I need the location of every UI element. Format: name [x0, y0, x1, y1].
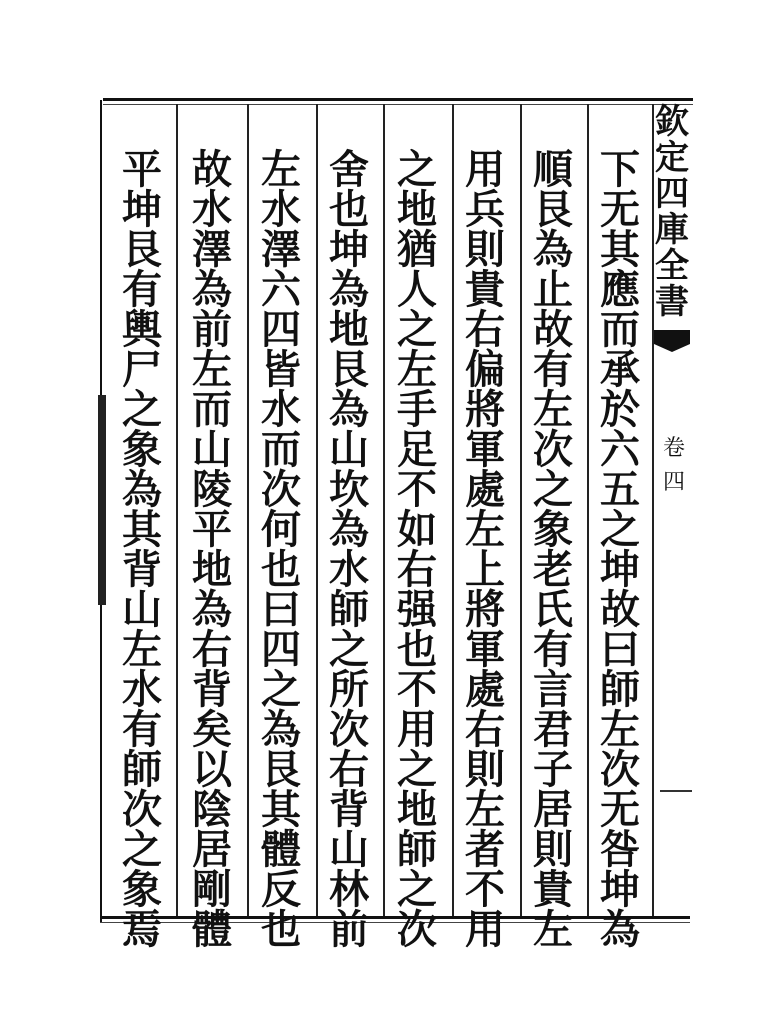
text-char: 背 — [329, 786, 369, 833]
text-column-1 — [590, 146, 650, 953]
text-char: 舍 — [329, 146, 369, 193]
text-char: 左 — [192, 346, 232, 393]
text-char: 曰 — [261, 586, 301, 633]
binding-mark — [98, 395, 106, 605]
text-char: 則 — [533, 826, 573, 873]
text-char: 坤 — [122, 186, 162, 233]
text-char: 軍 — [465, 426, 505, 473]
text-char: 水 — [261, 186, 301, 233]
text-char: 背 — [122, 546, 162, 593]
text-char: 次 — [122, 786, 162, 833]
text-char: 之 — [329, 626, 369, 673]
text-char: 艮 — [533, 186, 573, 233]
text-char: 言 — [533, 666, 573, 713]
text-char: 居 — [533, 786, 573, 833]
text-char: 處 — [465, 466, 505, 513]
text-char: 尸 — [122, 346, 162, 393]
text-char: 為 — [192, 266, 232, 313]
text-char: 以 — [192, 746, 232, 793]
text-char: 陵 — [192, 466, 232, 513]
text-char: 左 — [465, 786, 505, 833]
text-char: 書 — [655, 282, 689, 322]
page-border-top — [103, 98, 693, 101]
text-char: 其 — [261, 786, 301, 833]
text-char: 而 — [600, 306, 640, 353]
text-char: 故 — [192, 146, 232, 193]
text-char: 右 — [397, 546, 437, 593]
text-char: 全 — [655, 246, 689, 286]
text-char: 右 — [465, 706, 505, 753]
text-char: 右 — [192, 626, 232, 673]
text-char: 師 — [397, 826, 437, 873]
text-char: 艮 — [329, 346, 369, 393]
text-char: 庫 — [655, 210, 689, 250]
text-char: 水 — [261, 386, 301, 433]
text-char: 地 — [329, 306, 369, 353]
text-char: 之 — [397, 866, 437, 913]
text-char: 為 — [329, 266, 369, 313]
text-char: 師 — [600, 666, 640, 713]
margin-book-title — [652, 102, 692, 322]
text-char: 為 — [533, 226, 573, 273]
text-char: 則 — [465, 746, 505, 793]
text-char: 承 — [600, 346, 640, 393]
text-char: 軍 — [465, 626, 505, 673]
text-char: 順 — [533, 146, 573, 193]
text-char: 前 — [329, 906, 369, 953]
text-char: 有 — [122, 266, 162, 313]
text-char: 為 — [122, 466, 162, 513]
text-char: 之 — [397, 746, 437, 793]
margin-volume-label — [656, 436, 692, 496]
text-char: 輿 — [122, 306, 162, 353]
text-char: 猶 — [397, 226, 437, 273]
text-char: 為 — [329, 386, 369, 433]
text-char: 陰 — [192, 786, 232, 833]
text-char: 下 — [600, 146, 640, 193]
text-char: 居 — [192, 826, 232, 873]
text-char: 將 — [465, 586, 505, 633]
text-char: 次 — [397, 906, 437, 953]
text-char: 四 — [655, 174, 689, 214]
text-char: 反 — [261, 866, 301, 913]
text-char: 左 — [533, 386, 573, 433]
text-char: 六 — [261, 266, 301, 313]
text-char: 人 — [397, 266, 437, 313]
text-char: 體 — [261, 826, 301, 873]
text-char: 氏 — [533, 586, 573, 633]
text-char: 如 — [397, 506, 437, 553]
text-char: 故 — [533, 306, 573, 353]
text-char: 欽 — [655, 102, 689, 142]
text-char: 也 — [397, 626, 437, 673]
column-rule — [520, 104, 522, 916]
text-char: 手 — [397, 386, 437, 433]
text-column-8 — [112, 146, 172, 953]
text-char: 之 — [261, 666, 301, 713]
column-rule — [247, 104, 249, 916]
text-char: 有 — [122, 706, 162, 753]
text-char: 卷 — [662, 436, 685, 461]
text-char: 其 — [122, 506, 162, 553]
text-char: 四 — [261, 626, 301, 673]
text-char: 之 — [122, 386, 162, 433]
text-column-5 — [319, 146, 379, 953]
text-char: 艮 — [122, 226, 162, 273]
text-char: 象 — [122, 866, 162, 913]
column-rule — [383, 104, 385, 916]
text-char: 用 — [397, 706, 437, 753]
text-column-7 — [182, 146, 242, 953]
column-rule — [176, 104, 178, 916]
text-char: 地 — [397, 786, 437, 833]
text-char: 左 — [261, 146, 301, 193]
text-char: 為 — [329, 506, 369, 553]
text-char: 水 — [192, 186, 232, 233]
text-char: 體 — [192, 906, 232, 953]
text-char: 為 — [261, 706, 301, 753]
text-char: 不 — [397, 466, 437, 513]
text-char: 老 — [533, 546, 573, 593]
text-char: 子 — [533, 746, 573, 793]
text-char: 咎 — [600, 826, 640, 873]
text-char: 前 — [192, 306, 232, 353]
text-char: 止 — [533, 266, 573, 313]
text-char: 為 — [192, 586, 232, 633]
text-char: 貴 — [533, 866, 573, 913]
text-char: 地 — [397, 186, 437, 233]
text-char: 於 — [600, 386, 640, 433]
text-char: 山 — [329, 826, 369, 873]
text-char: 无 — [600, 786, 640, 833]
text-char: 地 — [192, 546, 232, 593]
text-char: 貴 — [465, 266, 505, 313]
text-char: 次 — [261, 466, 301, 513]
text-char: 君 — [533, 706, 573, 753]
text-char: 用 — [465, 906, 505, 953]
text-char: 无 — [600, 186, 640, 233]
text-char: 將 — [465, 386, 505, 433]
text-char: 則 — [465, 226, 505, 273]
text-char: 四 — [261, 306, 301, 353]
text-char: 左 — [533, 906, 573, 953]
text-char: 剛 — [192, 866, 232, 913]
text-char: 偏 — [465, 346, 505, 393]
text-char: 兵 — [465, 186, 505, 233]
text-column-6 — [251, 146, 311, 953]
text-char: 故 — [600, 586, 640, 633]
text-char: 次 — [329, 706, 369, 753]
text-char: 右 — [329, 746, 369, 793]
text-char: 澤 — [261, 226, 301, 273]
text-char: 左 — [600, 706, 640, 753]
text-char: 平 — [122, 146, 162, 193]
text-char: 曰 — [600, 626, 640, 673]
text-column-4 — [387, 146, 447, 953]
text-char: 坎 — [329, 466, 369, 513]
text-char: 强 — [397, 586, 437, 633]
fish-tail-ornament — [654, 330, 690, 352]
text-char: 何 — [261, 506, 301, 553]
text-char: 象 — [122, 426, 162, 473]
text-char: 之 — [122, 826, 162, 873]
text-char: 次 — [533, 426, 573, 473]
text-char: 左 — [397, 346, 437, 393]
text-column-3 — [455, 146, 515, 953]
text-char: 應 — [600, 266, 640, 313]
text-char: 次 — [600, 746, 640, 793]
text-char: 平 — [192, 506, 232, 553]
text-column-2 — [523, 146, 583, 953]
column-rule — [316, 104, 318, 916]
text-char: 足 — [397, 426, 437, 473]
text-char: 左 — [465, 506, 505, 553]
text-char: 所 — [329, 666, 369, 713]
text-char: 五 — [600, 466, 640, 513]
text-char: 焉 — [122, 906, 162, 953]
text-char: 左 — [122, 626, 162, 673]
text-char: 之 — [600, 506, 640, 553]
text-char: 而 — [192, 386, 232, 433]
text-char: 師 — [329, 586, 369, 633]
column-rule — [452, 104, 454, 916]
text-char: 山 — [122, 586, 162, 633]
text-char: 也 — [329, 186, 369, 233]
text-char: 上 — [465, 546, 505, 593]
text-char: 師 — [122, 746, 162, 793]
text-char: 不 — [397, 666, 437, 713]
margin-tick — [660, 790, 692, 792]
text-char: 處 — [465, 666, 505, 713]
text-char: 山 — [192, 426, 232, 473]
text-char: 水 — [122, 666, 162, 713]
text-char: 也 — [261, 906, 301, 953]
text-char: 水 — [329, 546, 369, 593]
text-char: 艮 — [261, 746, 301, 793]
text-char: 其 — [600, 226, 640, 273]
text-char: 之 — [397, 306, 437, 353]
text-char: 之 — [397, 146, 437, 193]
text-char: 不 — [465, 866, 505, 913]
column-rule — [587, 104, 589, 916]
text-char: 皆 — [261, 346, 301, 393]
text-char: 山 — [329, 426, 369, 473]
text-char: 六 — [600, 426, 640, 473]
text-char: 為 — [600, 906, 640, 953]
text-char: 也 — [261, 546, 301, 593]
text-char: 坤 — [600, 546, 640, 593]
text-char: 林 — [329, 866, 369, 913]
text-char: 者 — [465, 826, 505, 873]
text-char: 象 — [533, 506, 573, 553]
text-char: 定 — [655, 138, 689, 178]
text-char: 有 — [533, 626, 573, 673]
text-char: 而 — [261, 426, 301, 473]
text-char: 背 — [192, 666, 232, 713]
text-char: 右 — [465, 306, 505, 353]
text-char: 坤 — [600, 866, 640, 913]
page-border-top-inner — [103, 104, 693, 105]
text-char: 之 — [533, 466, 573, 513]
text-char: 有 — [533, 346, 573, 393]
text-char: 矣 — [192, 706, 232, 753]
text-char: 澤 — [192, 226, 232, 273]
text-char: 用 — [465, 146, 505, 193]
text-char: 四 — [662, 470, 685, 495]
text-char: 坤 — [329, 226, 369, 273]
